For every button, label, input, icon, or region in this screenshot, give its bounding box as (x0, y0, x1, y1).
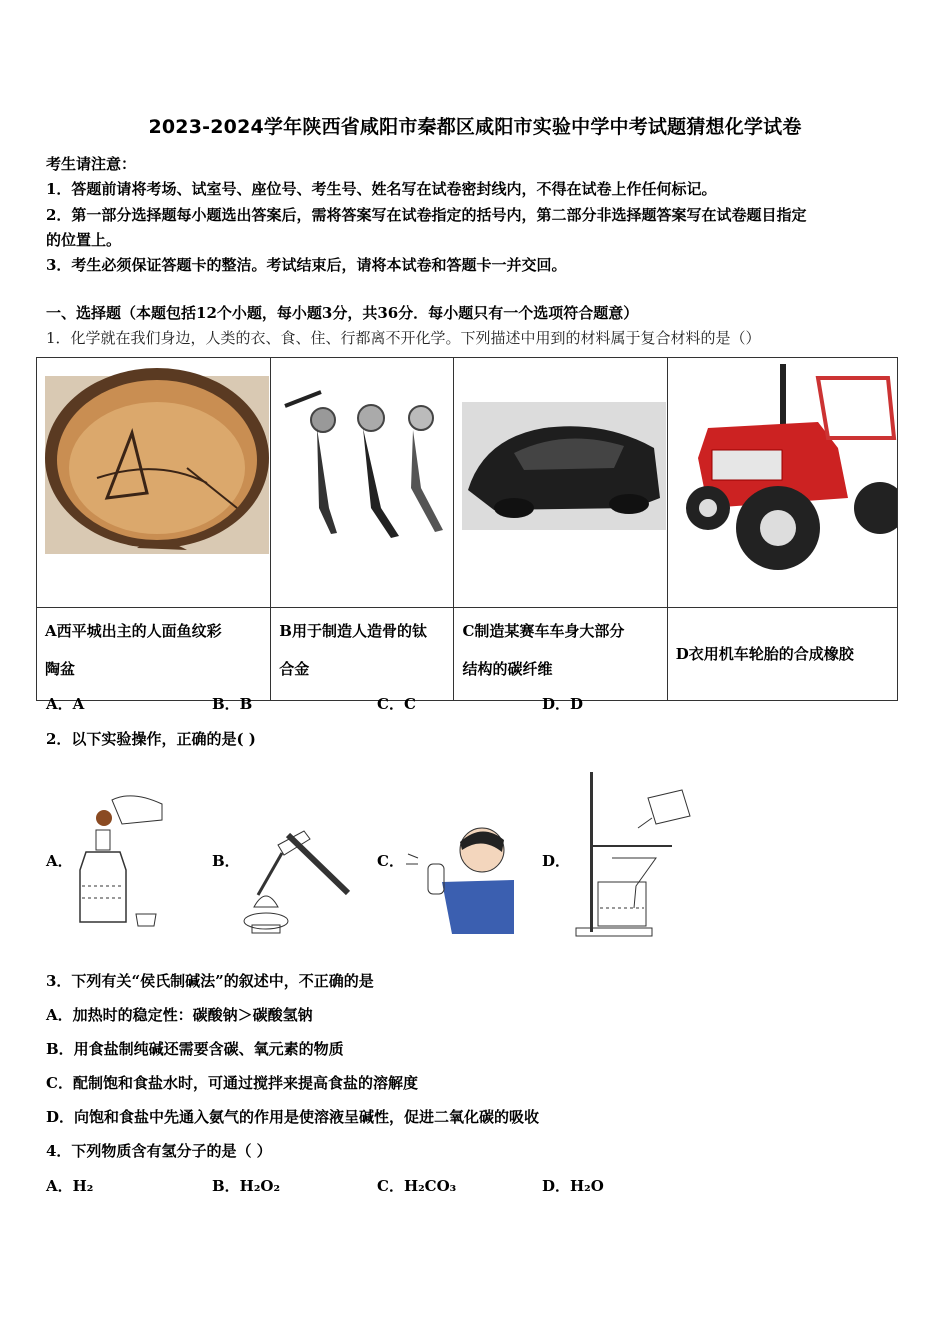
caption-line: D衣用机车轮胎的合成橡胶 (675, 645, 854, 663)
q4-option-c[interactable]: C．H₂CO₃ (377, 1177, 457, 1195)
reagent-bottle-image (72, 790, 172, 935)
notice-item: 的位置上。 (46, 231, 122, 249)
boy-smelling-image (402, 822, 517, 937)
notice-heading: 考生请注意： (46, 155, 137, 173)
q2-option-a[interactable]: A． (46, 852, 73, 870)
q1-option-b[interactable]: B．B (212, 695, 253, 713)
q1-option-d[interactable]: D．D (542, 695, 584, 713)
caption-line: C制造某赛车车身大部分 (462, 622, 625, 640)
caption-line: 结构的碳纤维 (462, 660, 553, 678)
q1-option-a[interactable]: A．A (46, 695, 85, 713)
notice-item: 2．第一部分选择题每小题选出答案后，需将答案写在试卷指定的括号内，第二部分非选择题答案写在试卷题目指定 (46, 206, 807, 224)
q4-option-d[interactable]: D．H₂O (542, 1177, 604, 1195)
notice-item: 1．答题前请将考场、试室号、座位号、考生号、姓名写在试卷密封线内，不得在试卷上作任何标记。 (46, 180, 717, 198)
q4-option-a[interactable]: A．H₂ (46, 1177, 94, 1195)
section-heading: 一、选择题（本题包括12个小题，每小题3分，共36分．每小题只有一个选项符合题意） (46, 304, 639, 322)
question-1-table (36, 357, 898, 701)
question-3-stem: 3．下列有关“侯氏制碱法”的叙述中，不正确的是 (46, 972, 374, 990)
q4-option-b[interactable]: B．H₂O₂ (212, 1177, 281, 1195)
question-1-stem: 1．化学就在我们身边，人类的衣、食、住、行都离不开化学。下列描述中用到的材料属于复合材料的是（） (46, 329, 761, 347)
caption-line: 陶盆 (45, 660, 76, 678)
carbon-car-body-image (454, 358, 667, 608)
option-d-caption (667, 608, 897, 701)
test-tube-heating-image (238, 825, 358, 940)
tractor-image (667, 358, 897, 608)
caption-line: 合金 (279, 660, 310, 678)
q3-option-c[interactable]: C．配制饱和食盐水时，可通过搅拌来提高食盐的溶解度 (46, 1074, 418, 1092)
pottery-bowl-image (37, 358, 271, 608)
q2-option-b[interactable]: B． (212, 852, 240, 870)
option-a-caption (37, 608, 271, 701)
caption-line: B用于制造人造骨的钛 (279, 622, 427, 640)
q2-option-d[interactable]: D． (542, 852, 571, 870)
titanium-bone-image (271, 358, 454, 608)
q3-option-b[interactable]: B．用食盐制纯碱还需要含碳、氧元素的物质 (46, 1040, 344, 1058)
q1-option-c[interactable]: C．C (377, 695, 416, 713)
caption-line: A西平城出主的人面鱼纹彩 (45, 622, 222, 640)
option-b-caption (271, 608, 454, 701)
question-4-stem: 4．下列物质含有氢分子的是（ ） (46, 1142, 272, 1160)
q3-option-d[interactable]: D．向饱和食盐中先通入氨气的作用是使溶液呈碱性，促进二氧化碳的吸收 (46, 1108, 540, 1126)
option-c-caption (454, 608, 667, 701)
question-2-stem: 2．以下实验操作，正确的是( ) (46, 730, 256, 748)
notice-item: 3．考生必须保证答题卡的整洁。考试结束后，请将本试卷和答题卡一并交回。 (46, 256, 567, 274)
q2-option-c[interactable]: C． (377, 852, 404, 870)
filtration-apparatus-image (572, 768, 694, 940)
q3-option-a[interactable]: A．加热时的稳定性：碳酸钠＞碳酸氢钠 (46, 1006, 313, 1024)
page-title: 2023-2024学年陕西省咸阳市秦都区咸阳市实验中学中考试题猜想化学试卷 (148, 116, 802, 138)
